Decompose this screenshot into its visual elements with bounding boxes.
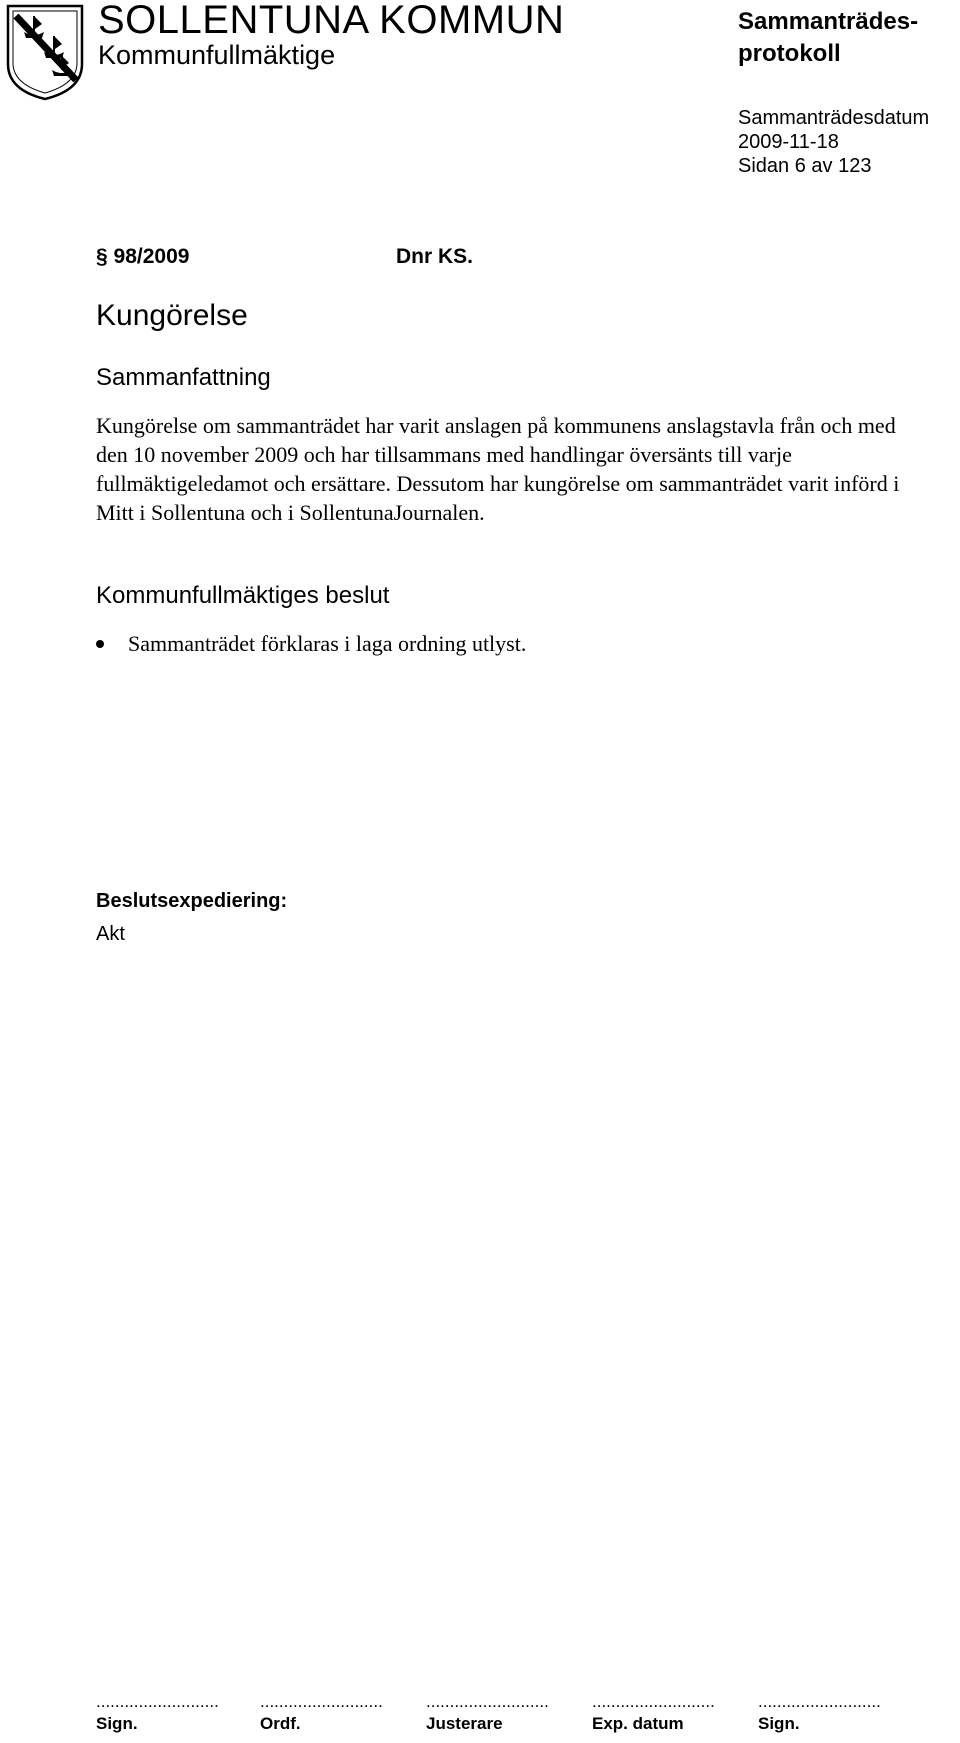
summary-heading: Sammanfattning — [96, 364, 271, 391]
signature-label: Exp. datum — [592, 1714, 684, 1733]
signature-field-adjuster — [426, 1691, 586, 1735]
paragraph-reference — [96, 245, 474, 269]
meeting-date: 2009-11-18 — [738, 131, 839, 153]
item-title: Kungörelse — [96, 299, 248, 332]
meeting-meta — [738, 106, 929, 178]
signature-line: .......................... — [592, 1692, 715, 1711]
expedition-heading: Beslutsexpediering: — [96, 890, 288, 912]
decision-item — [96, 629, 896, 658]
diary-number: Dnr KS. — [396, 245, 474, 268]
signature-label: Sign. — [758, 1714, 800, 1733]
signature-field-sign-2 — [758, 1691, 918, 1735]
signature-line: .......................... — [426, 1692, 549, 1711]
decision-list — [96, 629, 896, 658]
organization-body: Kommunfullmäktige — [98, 40, 336, 70]
signature-line: .......................... — [758, 1692, 881, 1711]
municipality-crest-logo — [4, 2, 86, 102]
document-type-line-1: Sammanträdes- — [738, 8, 919, 35]
decision-item-text: Sammanträdet förklaras i laga ordning utlyst. — [128, 631, 527, 656]
signature-label: Sign. — [96, 1714, 138, 1733]
signature-field-sign-1 — [96, 1691, 256, 1735]
expedition-value: Akt — [96, 923, 125, 945]
meeting-date-label: Sammanträdesdatum — [738, 107, 930, 129]
organization-name: SOLLENTUNA KOMMUN — [98, 0, 565, 42]
signature-label: Justerare — [426, 1714, 503, 1733]
bullet-icon — [96, 640, 104, 648]
signature-field-exp-date — [592, 1691, 752, 1735]
signature-line: .......................... — [96, 1692, 219, 1711]
summary-text: Kungörelse om sammanträdet har varit anslagen på kommunens anslagstavla från och med den 10 november 2009 och har tillsammans med handlingar översänts till varje fullmäktigeledamot och ersättare. Dessutom har kungörelse om sammanträdet varit införd i Mitt i Sollentuna och i SollentunaJournalen. — [96, 413, 900, 525]
signature-label: Ordf. — [260, 1714, 301, 1733]
document-type-line-2: protokoll — [738, 40, 841, 67]
document-type — [738, 6, 918, 70]
paragraph-number: § 98/2009 — [96, 245, 190, 268]
decision-heading: Kommunfullmäktiges beslut — [96, 582, 390, 609]
page-number: Sidan 6 av 123 — [738, 155, 872, 177]
signature-line: .......................... — [260, 1692, 383, 1711]
signature-field-chair — [260, 1691, 420, 1735]
